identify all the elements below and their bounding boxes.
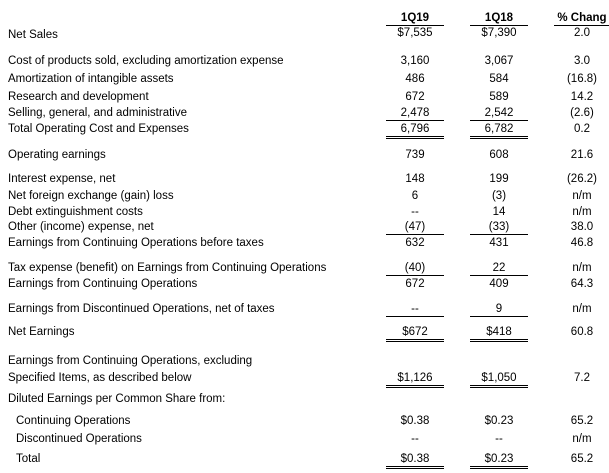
table-row-total-operating xyxy=(0,122,609,136)
table-row xyxy=(0,414,609,428)
table-row xyxy=(0,277,609,291)
table-row xyxy=(0,261,609,275)
value-1q19: $0.38 xyxy=(400,415,430,427)
value-1q18: -- xyxy=(495,433,503,445)
value-change: 3.0 xyxy=(574,55,590,67)
value-1q18: $418 xyxy=(470,325,528,342)
value-1q19: 486 xyxy=(405,73,425,85)
value-change: n/m xyxy=(572,303,592,315)
value-change: 38.0 xyxy=(570,221,594,233)
table-row xyxy=(0,432,609,446)
value-change: n/m xyxy=(572,262,592,274)
row-label: Debt extinguishment costs xyxy=(8,206,143,218)
table-row-net-earnings xyxy=(0,325,609,339)
table-row xyxy=(0,371,609,385)
table-row xyxy=(0,220,609,234)
table-row xyxy=(0,392,609,406)
table-row xyxy=(0,72,609,86)
value-change: 14.2 xyxy=(570,91,594,103)
table-row-operating-earnings xyxy=(0,148,609,162)
value-1q18: (33) xyxy=(470,220,528,235)
row-label: Discontinued Operations xyxy=(16,433,142,445)
row-label: Interest expense, net xyxy=(8,173,116,185)
value-1q19: 672 xyxy=(405,278,425,290)
table-row xyxy=(0,189,609,203)
value-change: 21.6 xyxy=(570,149,594,161)
value-1q19: 632 xyxy=(405,237,425,249)
value-1q19: 2,478 xyxy=(386,106,444,121)
table-row xyxy=(0,354,609,368)
value-1q19: 6 xyxy=(411,190,419,202)
row-label: Diluted Earnings per Common Share from: xyxy=(8,393,226,405)
value-change: n/m xyxy=(572,206,592,218)
value-change: 64.3 xyxy=(570,278,594,290)
value-1q19: -- xyxy=(411,206,419,218)
value-1q19: 148 xyxy=(405,173,425,185)
row-label: Other (income) expense, net xyxy=(8,221,154,233)
value-1q19: 672 xyxy=(405,91,425,103)
table-row-net-sales xyxy=(0,28,609,42)
value-change: 65.2 xyxy=(570,415,594,427)
value-1q18: 589 xyxy=(489,91,509,103)
table-row-total xyxy=(0,452,609,466)
table-row xyxy=(0,302,609,316)
row-label: Amortization of intangible assets xyxy=(8,73,174,85)
value-change: n/m xyxy=(572,190,592,202)
value-1q19: -- xyxy=(386,302,444,317)
row-label: Tax expense (benefit) on Earnings from Continuing Operations xyxy=(8,262,327,274)
row-label: Earnings from Continuing Operations, excluding xyxy=(8,355,253,367)
row-label: Operating earnings xyxy=(8,149,106,161)
column-header-label: 1Q19 xyxy=(400,12,430,24)
value-1q18: 584 xyxy=(489,73,509,85)
value-1q18: 431 xyxy=(489,237,509,249)
row-label: Cost of products sold, excluding amortization expense xyxy=(8,55,284,67)
value-1q18: 409 xyxy=(489,278,509,290)
value-change: 46.8 xyxy=(570,237,594,249)
row-label: Research and development xyxy=(8,91,149,103)
value-1q19: -- xyxy=(411,433,419,445)
net-sales-value: $7,390 xyxy=(470,25,528,40)
value-change: (26.2) xyxy=(566,173,598,185)
column-header-label: 1Q18 xyxy=(484,12,514,24)
row-label: Total xyxy=(16,453,41,465)
value-1q19: $672 xyxy=(386,325,444,342)
table-row xyxy=(0,54,609,68)
value-change: (2.6) xyxy=(570,107,594,119)
value-change: n/m xyxy=(572,433,592,445)
value-1q18: $0.23 xyxy=(484,415,514,427)
column-header-label: % Chang xyxy=(557,12,607,24)
value-change: 65.2 xyxy=(570,453,594,465)
value-1q18: 2,542 xyxy=(470,106,528,121)
row-label: Specified Items, as described below xyxy=(8,372,192,384)
row-label: Net Earnings xyxy=(8,326,75,338)
value-1q18: 6,782 xyxy=(470,122,528,139)
row-label: Selling, general, and administrative xyxy=(8,107,187,119)
row-label: Net Sales xyxy=(8,29,58,41)
value-1q18: 14 xyxy=(492,206,506,218)
value-1q18: 22 xyxy=(470,261,528,276)
value-1q18: 608 xyxy=(489,149,509,161)
row-label: Earnings from Continuing Operations xyxy=(8,278,198,290)
value-1q18: 3,067 xyxy=(484,55,514,67)
net-sales-value: $7,535 xyxy=(386,25,444,40)
row-label: Earnings from Discontinued Operations, net of taxes xyxy=(8,303,275,315)
row-label: Total Operating Cost and Expenses xyxy=(8,123,189,135)
value-change: (16.8) xyxy=(566,73,598,85)
value-1q19: (47) xyxy=(386,220,444,235)
value-1q18: (3) xyxy=(491,190,507,202)
value-1q19: $1,126 xyxy=(386,371,444,388)
value-1q18: $1,050 xyxy=(470,371,528,388)
value-change: 60.8 xyxy=(570,326,594,338)
value-change: 7.2 xyxy=(574,372,590,384)
table-row xyxy=(0,236,609,250)
value-change: 0.2 xyxy=(574,123,590,135)
table-row xyxy=(0,205,609,219)
table-row xyxy=(0,172,609,186)
net-sales-value: 2.0 xyxy=(554,25,609,40)
table-row xyxy=(0,106,609,120)
value-1q18: 199 xyxy=(489,173,509,185)
value-1q19: $0.38 xyxy=(386,452,444,469)
value-1q19: 739 xyxy=(405,149,425,161)
value-1q19: 3,160 xyxy=(400,55,430,67)
value-1q18: 9 xyxy=(470,302,528,317)
value-1q19: (40) xyxy=(386,261,444,276)
row-label: Net foreign exchange (gain) loss xyxy=(8,190,174,202)
value-1q19: 6,796 xyxy=(386,122,444,139)
table-row xyxy=(0,90,609,104)
value-1q18: $0.23 xyxy=(470,452,528,469)
row-label: Continuing Operations xyxy=(16,415,131,427)
row-label: Earnings from Continuing Operations before taxes xyxy=(8,237,264,249)
